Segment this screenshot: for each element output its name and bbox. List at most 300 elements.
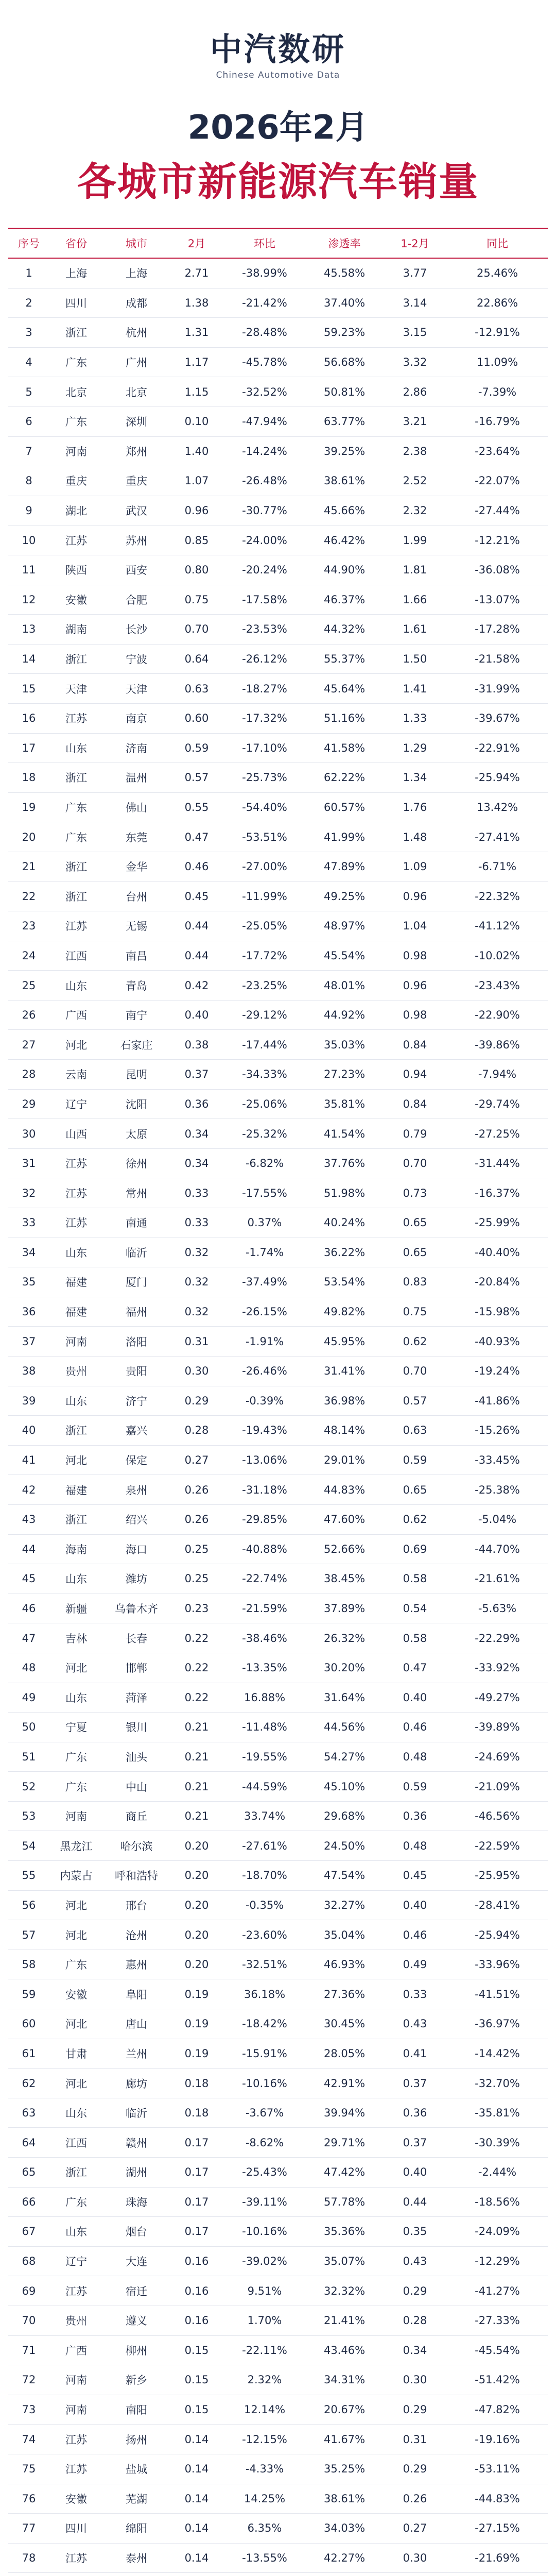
cell-penetration: 38.61% [306, 466, 383, 496]
cell-penetration: 48.01% [306, 971, 383, 1001]
cell-city: 金华 [103, 852, 170, 882]
cell-rank: 36 [8, 1297, 49, 1327]
cell-penetration: 57.78% [306, 2187, 383, 2217]
cell-province: 甘肃 [49, 2039, 103, 2069]
cell-jan-feb-sales: 0.48 [383, 1831, 447, 1861]
cell-province: 湖北 [49, 496, 103, 526]
cell-province: 河北 [49, 1445, 103, 1475]
cell-yoy: -39.67% [447, 703, 548, 733]
cell-province: 江苏 [49, 2454, 103, 2484]
cell-yoy: -27.25% [447, 1119, 548, 1149]
cell-feb-sales: 0.19 [170, 2009, 223, 2039]
cell-mom: -37.49% [223, 1267, 306, 1297]
cell-feb-sales: 0.36 [170, 1089, 223, 1119]
cell-feb-sales: 1.40 [170, 436, 223, 466]
cell-province: 广东 [49, 792, 103, 822]
cell-mom: -13.35% [223, 1653, 306, 1683]
cell-province: 河北 [49, 2069, 103, 2098]
cell-city: 阜阳 [103, 1979, 170, 2009]
cell-yoy: -25.94% [447, 763, 548, 793]
cell-city: 呼和浩特 [103, 1861, 170, 1891]
table-row [8, 347, 548, 377]
table-row [8, 2246, 548, 2276]
cell-feb-sales: 0.21 [170, 1713, 223, 1742]
cell-yoy: -41.51% [447, 1979, 548, 2009]
table-row [8, 258, 548, 288]
cell-yoy: -31.99% [447, 674, 548, 704]
cell-province: 河北 [49, 1890, 103, 1920]
cell-rank: 13 [8, 615, 49, 645]
cell-province: 浙江 [49, 852, 103, 882]
cell-mom: -39.11% [223, 2187, 306, 2217]
cell-feb-sales: 0.57 [170, 763, 223, 793]
cell-rank: 68 [8, 2246, 49, 2276]
cell-mom: -11.99% [223, 882, 306, 911]
cell-rank: 61 [8, 2039, 49, 2069]
cell-city: 济宁 [103, 1386, 170, 1416]
table-row [8, 288, 548, 318]
cell-city: 邢台 [103, 1890, 170, 1920]
cell-city: 遵义 [103, 2306, 170, 2335]
cell-province: 浙江 [49, 318, 103, 348]
cell-city: 潍坊 [103, 1564, 170, 1594]
table-row [8, 1238, 548, 1267]
cell-feb-sales: 0.42 [170, 971, 223, 1001]
cell-yoy: -24.69% [447, 1742, 548, 1772]
cell-rank: 44 [8, 1534, 49, 1564]
cell-feb-sales [170, 2573, 223, 2576]
cell-mom: 1.70% [223, 2306, 306, 2335]
cell-yoy: -22.90% [447, 1000, 548, 1030]
cell-city: 大连 [103, 2246, 170, 2276]
cell-city: 合肥 [103, 585, 170, 615]
cell-feb-sales: 0.28 [170, 1416, 223, 1446]
table-row [8, 2187, 548, 2217]
cell-mom: -31.18% [223, 1475, 306, 1505]
cell-city: 南阳 [103, 2395, 170, 2425]
cell-jan-feb-sales: 1.41 [383, 674, 447, 704]
cell-feb-sales: 0.17 [170, 2128, 223, 2158]
cell-city: 济南 [103, 733, 170, 763]
cell-feb-sales: 0.44 [170, 911, 223, 941]
cell-yoy: -23.64% [447, 436, 548, 466]
cell-jan-feb-sales: 1.09 [383, 852, 447, 882]
cell-city: 佛山 [103, 792, 170, 822]
cell-feb-sales: 0.26 [170, 1475, 223, 1505]
cell-mom: -12.15% [223, 2425, 306, 2454]
cell-city: 洛阳 [103, 1327, 170, 1357]
cell-mom: -8.62% [223, 2128, 306, 2158]
cell-rank: 43 [8, 1504, 49, 1534]
cell-mom: -54.40% [223, 792, 306, 822]
cell-province: 广东 [49, 1772, 103, 1802]
cell-yoy: -12.21% [447, 526, 548, 555]
header-mom: 环比 [223, 228, 306, 258]
cell-jan-feb-sales: 0.44 [383, 2187, 447, 2217]
cell-mom: -22.74% [223, 1564, 306, 1594]
cell-yoy: -40.40% [447, 1238, 548, 1267]
cell-yoy: -25.38% [447, 1475, 548, 1505]
cell-jan-feb-sales: 0.70 [383, 1148, 447, 1178]
table-row [8, 1445, 548, 1475]
cell-jan-feb-sales: 3.15 [383, 318, 447, 348]
cell-rank: 46 [8, 1594, 49, 1623]
cell-province: 江苏 [49, 526, 103, 555]
cell-rank: 74 [8, 2425, 49, 2454]
cell-feb-sales: 0.25 [170, 1564, 223, 1594]
cell-penetration: 26.32% [306, 1623, 383, 1653]
cell-yoy: -22.29% [447, 1623, 548, 1653]
cell-feb-sales: 0.16 [170, 2306, 223, 2335]
cell-city: 南宁 [103, 1000, 170, 1030]
cell-mom: -18.70% [223, 1861, 306, 1891]
cell-penetration: 37.76% [306, 1148, 383, 1178]
cell-city: 西安 [103, 555, 170, 585]
cell-jan-feb-sales: 1.66 [383, 585, 447, 615]
cell-province: 广东 [49, 822, 103, 852]
cell-penetration: 44.90% [306, 555, 383, 585]
table-row [8, 1030, 548, 1060]
table-row [8, 406, 548, 436]
cell-rank: 19 [8, 792, 49, 822]
cell-jan-feb-sales: 1.61 [383, 615, 447, 645]
table-row [8, 1920, 548, 1950]
cell-feb-sales: 0.20 [170, 1950, 223, 1979]
cell-province: 福建 [49, 1297, 103, 1327]
table-row [8, 2514, 548, 2544]
cell-rank: 55 [8, 1861, 49, 1891]
table-row [8, 2276, 548, 2306]
cell-province: 陕西 [49, 555, 103, 585]
cell-province: 天津 [49, 674, 103, 704]
cell-rank: 18 [8, 763, 49, 793]
cell-feb-sales: 0.38 [170, 1030, 223, 1060]
cell-jan-feb-sales: 0.62 [383, 1327, 447, 1357]
cell-jan-feb-sales [383, 2573, 447, 2576]
report-header [0, 0, 556, 227]
cell-city: 贵阳 [103, 1356, 170, 1386]
cell-feb-sales: 0.10 [170, 406, 223, 436]
cell-rank: 64 [8, 2128, 49, 2158]
cell-province: 广东 [49, 406, 103, 436]
cell-penetration: 51.98% [306, 1178, 383, 1208]
cell-mom: -23.60% [223, 1920, 306, 1950]
table-row [8, 1713, 548, 1742]
cell-yoy: -24.09% [447, 2217, 548, 2247]
cell-jan-feb-sales: 0.69 [383, 1534, 447, 1564]
cell-city: 扬州 [103, 2425, 170, 2454]
table-row [8, 1416, 548, 1446]
cell-penetration: 21.41% [306, 2306, 383, 2335]
cell-yoy: -18.56% [447, 2187, 548, 2217]
cell-mom: 9.51% [223, 2276, 306, 2306]
cell-mom: -38.99% [223, 258, 306, 288]
cell-rank: 58 [8, 1950, 49, 1979]
cell-city: 台州 [103, 882, 170, 911]
cell-province: 辽宁 [49, 1089, 103, 1119]
brand-logo-subtitle: Chinese Automotive Data [216, 70, 340, 80]
cell-mom: -1.74% [223, 1238, 306, 1267]
table-row [8, 911, 548, 941]
cell-penetration: 27.23% [306, 1060, 383, 1090]
cell-province: 山西 [49, 1119, 103, 1149]
cell-penetration: 45.64% [306, 674, 383, 704]
table-body [8, 258, 548, 2576]
table-row [8, 1772, 548, 1802]
cell-city: 上海 [103, 258, 170, 288]
cell-penetration: 47.89% [306, 852, 383, 882]
cell-province: 山东 [49, 2217, 103, 2247]
cell-feb-sales: 0.55 [170, 792, 223, 822]
cell-jan-feb-sales: 0.47 [383, 1653, 447, 1683]
table-row [8, 852, 548, 882]
cell-province: 江苏 [49, 1208, 103, 1238]
cell-city: 青岛 [103, 971, 170, 1001]
cell-feb-sales: 0.96 [170, 496, 223, 526]
cell-jan-feb-sales: 0.46 [383, 1920, 447, 1950]
cell-rank: 39 [8, 1386, 49, 1416]
cell-feb-sales: 0.18 [170, 2069, 223, 2098]
cell-feb-sales: 0.14 [170, 2543, 223, 2573]
cell-mom: -26.12% [223, 644, 306, 674]
cell-rank: 32 [8, 1178, 49, 1208]
cell-penetration: 29.68% [306, 1801, 383, 1831]
cell-rank: 25 [8, 971, 49, 1001]
cell-jan-feb-sales: 0.29 [383, 2276, 447, 2306]
cell-rank: 34 [8, 1238, 49, 1267]
cell-mom: -10.16% [223, 2217, 306, 2247]
cell-province: 河南 [49, 436, 103, 466]
cell-jan-feb-sales: 3.21 [383, 406, 447, 436]
cell-penetration: 32.32% [306, 2276, 383, 2306]
cell-rank: 2 [8, 288, 49, 318]
cell-yoy: -25.95% [447, 1861, 548, 1891]
cell-jan-feb-sales: 2.52 [383, 466, 447, 496]
cell-penetration: 37.40% [306, 288, 383, 318]
cell-yoy: -44.70% [447, 1534, 548, 1564]
cell-city: 沧州 [103, 1920, 170, 1950]
cell-yoy: -5.04% [447, 1504, 548, 1534]
cell-yoy: -27.44% [447, 496, 548, 526]
table-row [8, 1356, 548, 1386]
cell-mom: -40.88% [223, 1534, 306, 1564]
cell-yoy: -30.39% [447, 2128, 548, 2158]
cell-rank: 40 [8, 1416, 49, 1446]
cell-yoy: -16.37% [447, 1178, 548, 1208]
report-period-title: 2026年2月 [187, 109, 369, 147]
cell-mom: -13.06% [223, 1445, 306, 1475]
cell-jan-feb-sales: 0.45 [383, 1861, 447, 1891]
cell-penetration: 20.67% [306, 2395, 383, 2425]
cell-yoy: 22.86% [447, 288, 548, 318]
cell-feb-sales: 0.37 [170, 1060, 223, 1090]
cell-rank: 53 [8, 1801, 49, 1831]
table-row [8, 2217, 548, 2247]
cell-mom: -1.91% [223, 1327, 306, 1357]
cell-city: 中山 [103, 1772, 170, 1802]
cell-jan-feb-sales: 2.86 [383, 377, 447, 407]
cell-jan-feb-sales: 0.59 [383, 1772, 447, 1802]
cell-city: 长春 [103, 1623, 170, 1653]
cell-mom: -18.27% [223, 674, 306, 704]
cell-feb-sales: 0.85 [170, 526, 223, 555]
cell-penetration: 47.54% [306, 1861, 383, 1891]
table-row [8, 2573, 548, 2576]
report-main-title: 各城市新能源汽车销量 [77, 159, 479, 205]
cell-rank: 1 [8, 258, 49, 288]
cell-yoy: -17.28% [447, 615, 548, 645]
table-row [8, 1594, 548, 1623]
cell-penetration: 28.05% [306, 2039, 383, 2069]
cell-mom: -13.55% [223, 2543, 306, 2573]
cell-rank: 52 [8, 1772, 49, 1802]
cell-penetration: 51.16% [306, 703, 383, 733]
cell-feb-sales: 1.07 [170, 466, 223, 496]
cell-yoy: -13.07% [447, 585, 548, 615]
cell-yoy: -15.98% [447, 1297, 548, 1327]
cell-city: 嘉兴 [103, 1416, 170, 1446]
cell-yoy: -27.15% [447, 2514, 548, 2544]
table-row [8, 496, 548, 526]
cell-yoy: -21.61% [447, 1564, 548, 1594]
cell-penetration: 41.67% [306, 2425, 383, 2454]
cell-feb-sales: 0.45 [170, 882, 223, 911]
cell-rank [8, 2573, 49, 2576]
cell-penetration: 41.58% [306, 733, 383, 763]
cell-province: 河北 [49, 1653, 103, 1683]
cell-rank: 3 [8, 318, 49, 348]
cell-city: 沈阳 [103, 1089, 170, 1119]
cell-penetration: 47.42% [306, 2158, 383, 2188]
cell-feb-sales: 0.22 [170, 1653, 223, 1683]
cell-yoy: -36.97% [447, 2009, 548, 2039]
cell-jan-feb-sales: 0.35 [383, 2217, 447, 2247]
cell-yoy: -40.93% [447, 1327, 548, 1357]
cell-yoy: -36.08% [447, 555, 548, 585]
table-row [8, 1534, 548, 1564]
cell-rank: 8 [8, 466, 49, 496]
cell-penetration: 24.50% [306, 1831, 383, 1861]
table-row [8, 1000, 548, 1030]
cell-city: 东莞 [103, 822, 170, 852]
cell-penetration: 34.31% [306, 2365, 383, 2395]
cell-penetration: 44.56% [306, 1713, 383, 1742]
table-row [8, 971, 548, 1001]
cell-city: 南京 [103, 703, 170, 733]
table-row [8, 1267, 548, 1297]
cell-jan-feb-sales: 0.83 [383, 1267, 447, 1297]
cell-province: 浙江 [49, 1504, 103, 1534]
cell-penetration: 49.82% [306, 1297, 383, 1327]
table-row [8, 1504, 548, 1534]
cell-yoy: -21.09% [447, 1772, 548, 1802]
cell-province: 贵州 [49, 1356, 103, 1386]
cell-feb-sales: 0.21 [170, 1772, 223, 1802]
cell-yoy: -41.12% [447, 911, 548, 941]
cell-jan-feb-sales: 0.65 [383, 1208, 447, 1238]
table-row [8, 733, 548, 763]
cell-penetration: 43.46% [306, 2335, 383, 2365]
cell-jan-feb-sales: 0.37 [383, 2128, 447, 2158]
cell-jan-feb-sales: 0.31 [383, 2425, 447, 2454]
cell-yoy: -21.58% [447, 644, 548, 674]
cell-feb-sales: 2.71 [170, 258, 223, 288]
cell-mom: -26.48% [223, 466, 306, 496]
cell-mom: -26.15% [223, 1297, 306, 1327]
cell-province: 河北 [49, 1030, 103, 1060]
cell-penetration: 41.99% [306, 822, 383, 852]
cell-penetration: 45.66% [306, 496, 383, 526]
cell-province: 山东 [49, 1683, 103, 1713]
cell-penetration: 35.81% [306, 1089, 383, 1119]
cell-rank: 28 [8, 1060, 49, 1090]
cell-rank: 22 [8, 882, 49, 911]
cell-rank: 69 [8, 2276, 49, 2306]
cell-penetration: 31.64% [306, 1683, 383, 1713]
table-row [8, 2069, 548, 2098]
cell-penetration: 56.68% [306, 347, 383, 377]
cell-city: 赣州 [103, 2128, 170, 2158]
cell-penetration: 42.91% [306, 2069, 383, 2098]
table-row [8, 792, 548, 822]
cell-penetration: 45.54% [306, 941, 383, 971]
table-row [8, 1178, 548, 1208]
cell-feb-sales: 0.32 [170, 1238, 223, 1267]
cell-mom: 0.37% [223, 1208, 306, 1238]
table-row [8, 1801, 548, 1831]
cell-rank: 63 [8, 2098, 49, 2128]
cell-city: 商丘 [103, 1801, 170, 1831]
cell-yoy: -32.70% [447, 2069, 548, 2098]
cell-province: 河北 [49, 2009, 103, 2039]
cell-province: 浙江 [49, 763, 103, 793]
cell-city: 临沂 [103, 1238, 170, 1267]
cell-feb-sales: 0.14 [170, 2425, 223, 2454]
cell-jan-feb-sales: 0.73 [383, 1178, 447, 1208]
table-row [8, 555, 548, 585]
cell-mom: -38.46% [223, 1623, 306, 1653]
cell-penetration [306, 2573, 383, 2576]
cell-city: 石家庄 [103, 1030, 170, 1060]
cell-city: 兰州 [103, 2039, 170, 2069]
cell-mom: 6.35% [223, 2514, 306, 2544]
table-row [8, 822, 548, 852]
cell-province: 江西 [49, 941, 103, 971]
cell-province: 广东 [49, 347, 103, 377]
cell-jan-feb-sales: 1.50 [383, 644, 447, 674]
header-penetration: 渗透率 [306, 228, 383, 258]
cell-mom: -25.32% [223, 1119, 306, 1149]
cell-jan-feb-sales: 0.34 [383, 2335, 447, 2365]
cell-penetration: 36.22% [306, 1238, 383, 1267]
cell-province: 安徽 [49, 1979, 103, 2009]
cell-feb-sales: 0.46 [170, 852, 223, 882]
cell-yoy: -22.07% [447, 466, 548, 496]
table-header-row [8, 228, 548, 258]
cell-city: 无锡 [103, 911, 170, 941]
header-province: 省份 [49, 228, 103, 258]
cell-rank: 27 [8, 1030, 49, 1060]
cell-rank: 77 [8, 2514, 49, 2544]
cell-feb-sales: 0.31 [170, 1327, 223, 1357]
cell-rank: 45 [8, 1564, 49, 1594]
cell-city: 重庆 [103, 466, 170, 496]
cell-rank: 24 [8, 941, 49, 971]
table-row [8, 1683, 548, 1713]
cell-city: 新乡 [103, 2365, 170, 2395]
cell-jan-feb-sales: 0.43 [383, 2246, 447, 2276]
cell-province: 浙江 [49, 644, 103, 674]
